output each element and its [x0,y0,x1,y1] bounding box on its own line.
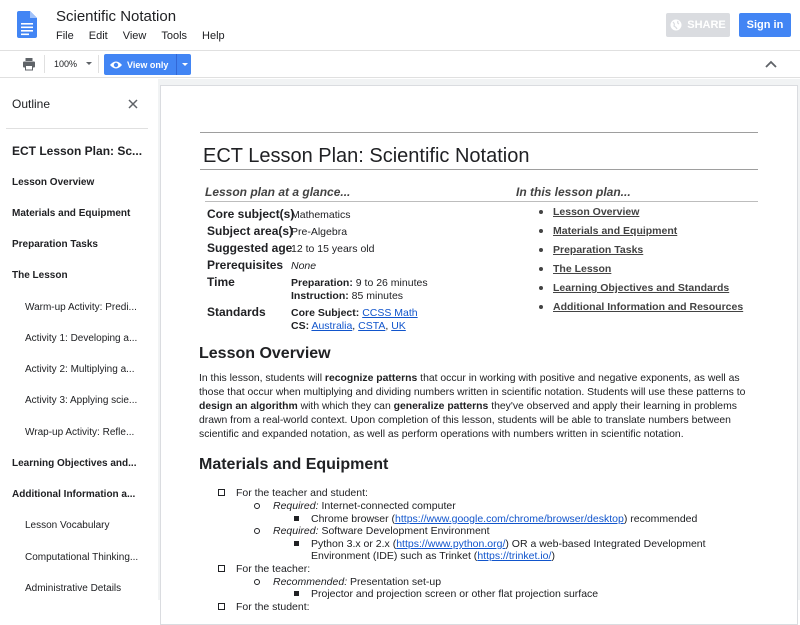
circle-bullet [254,579,260,585]
document-title: Scientific Notation [56,8,177,25]
bullet [539,305,543,309]
bullet [539,267,543,271]
teacher-item: For the teacher: [236,563,311,575]
toolbar-divider [44,55,45,73]
outline-sidebar [0,79,158,600]
prerequisites-value: None [291,260,317,272]
preparation-value: 9 to 26 minutes [355,277,428,289]
core-subject-standard-label: Core Subject: [291,307,360,319]
globe-icon [670,19,682,31]
title-rule-top [200,132,758,133]
menu-bar [56,30,240,42]
zoom-select[interactable]: 100% [54,59,78,69]
plan-link-lesson[interactable]: The Lesson [553,263,612,275]
preparation-label: Preparation: [291,277,353,289]
google-docs-icon[interactable] [17,11,37,38]
ccss-math-link[interactable]: CCSS Math [362,307,418,319]
australia-link[interactable]: Australia [311,320,353,332]
chrome-link[interactable]: https://www.google.com/chrome/browser/desktop [395,513,624,525]
outline-item[interactable]: Activity 1: Developing a... [25,333,138,344]
core-subject-standard [291,307,418,319]
cs-standard [291,320,406,332]
circle-bullet [254,528,260,534]
lesson-overview-text: In this lesson, students will recognize patterns that occur in working with positive and negative exponents, as well as those that occur when multiplying and dividing numbers written in scientific notation. Students will use these patterns to design an algorithm with which they can generalize patterns they've observed and apply their learning in problems drawn from a real-world context. Upon completion of this lesson, students will be able to translate numbers between scientific and expanded notation, as well as perform operations with numbers written in scientific notation. [199,373,746,440]
csta-link[interactable]: CSTA [358,320,386,332]
prerequisites-label: Prerequisites [207,258,284,272]
view-only-separator [176,54,177,75]
trinket-link[interactable]: https://trinket.io/ [477,550,552,562]
plan-link-preparation[interactable]: Preparation Tasks [553,244,644,256]
core-subject-value: Mathematics [291,209,351,221]
outline-item[interactable]: Warm-up Activity: Predi... [25,302,137,313]
circle-bullet [254,503,260,509]
bullet [539,248,543,252]
toolbar [0,50,800,78]
outline-item[interactable]: Additional Information a... [12,489,136,500]
close-icon[interactable] [128,99,138,109]
menu-tools[interactable]: Tools [161,30,188,42]
subject-area-label: Subject area(s) [207,224,294,238]
view-only-label: View only [127,59,169,70]
plan-link-objectives[interactable]: Learning Objectives and Standards [553,282,730,294]
glance-heading: Lesson plan at a glance... [205,185,351,199]
outline-item[interactable]: Learning Objectives and... [12,458,137,469]
outline-divider [6,128,148,129]
menu-edit[interactable]: Edit [88,30,108,42]
outline-item[interactable]: ECT Lesson Plan: Sc... [12,144,143,158]
document-canvas[interactable] [158,79,800,613]
glance-rule [205,201,758,202]
plan-link-overview[interactable]: Lesson Overview [553,206,640,218]
instruction-time [291,290,403,302]
share-label: SHARE [687,19,726,31]
lesson-overview-heading: Lesson Overview [199,345,331,362]
document-page [160,85,798,625]
suggested-age-value: 12 to 15 years old [291,243,375,255]
outline-item[interactable]: Lesson Vocabulary [25,520,110,531]
document-heading: ECT Lesson Plan: Scientific Notation [203,145,530,167]
eye-icon [110,60,122,70]
checkbox-bullet [218,565,225,572]
outline-item[interactable]: Administrative Details [25,583,122,594]
projector-item: Projector and projection screen or other flat projection surface [311,588,599,600]
outline-item[interactable]: The Lesson [12,270,68,281]
standards-label: Standards [207,305,266,319]
chevron-down-icon[interactable] [86,62,92,65]
bullet [539,229,543,233]
comma: , [385,320,389,332]
instruction-value: 85 minutes [351,290,404,302]
bullet [539,286,543,290]
chevron-down-icon[interactable] [182,63,188,66]
bullet [539,210,543,214]
menu-view[interactable]: View [122,30,147,42]
outline-item[interactable]: Activity 2: Multiplying a... [25,364,135,375]
square-bullet [294,591,299,596]
suggested-age-label: Suggested age [207,241,293,255]
chevron-up-icon[interactable] [765,60,777,68]
plan-link-materials[interactable]: Materials and Equipment [553,225,678,237]
outline-item[interactable]: Preparation Tasks [12,239,98,250]
python-item: Python 3.x or 2.x (https://www.python.org/) OR a web-based Integrated Development [311,538,706,550]
subject-area-value: Pre-Algebra [291,226,348,238]
outline-item[interactable]: Materials and Equipment [12,208,131,219]
core-subject-label: Core subject(s) [207,207,295,221]
menu-file[interactable]: File [56,30,74,42]
outline-item[interactable]: Wrap-up Activity: Refle... [25,427,135,438]
python-link[interactable]: https://www.python.org/ [396,538,506,550]
toolbar-divider [98,55,99,73]
uk-link[interactable]: UK [391,320,406,332]
square-bullet [294,516,299,521]
cs-label: CS: [291,320,310,332]
outline-item[interactable]: Computational Thinking... [25,552,139,563]
sign-in-button[interactable]: Sign in [739,13,791,37]
outline-item[interactable]: Lesson Overview [12,177,95,188]
app-header [0,0,800,50]
share-button[interactable] [666,13,730,37]
outline-item[interactable]: Activity 3: Applying scie... [25,395,138,406]
chrome-item: Chrome browser (https://www.google.com/chrome/browser/desktop) recommended [311,513,698,525]
plan-link-additional[interactable]: Additional Information and Resources [553,301,744,313]
preparation-time [291,277,428,289]
in-this-plan-heading: In this lesson plan... [516,185,631,199]
print-icon[interactable] [22,57,36,71]
square-bullet [294,541,299,546]
presentation-item: Recommended: Presentation set-up [273,576,442,588]
outline-title: Outline [12,97,51,111]
view-only-button[interactable] [104,54,191,75]
time-label: Time [207,275,235,289]
instruction-label: Instruction: [291,290,349,302]
comma: , [352,320,356,332]
student-item: For the student: [236,601,310,613]
sde-item: Required: Software Development Environment [273,525,490,537]
checkbox-bullet [218,489,225,496]
teacher-student-item: For the teacher and student: [236,487,368,499]
checkbox-bullet [218,603,225,610]
ide-item: Environment (IDE) such as Trinket (https://trinket.io/) [311,550,555,562]
materials-heading: Materials and Equipment [199,456,389,473]
title-rule-bottom [200,169,758,170]
menu-help[interactable]: Help [202,30,225,42]
internet-item: Required: Internet-connected computer [273,500,456,512]
